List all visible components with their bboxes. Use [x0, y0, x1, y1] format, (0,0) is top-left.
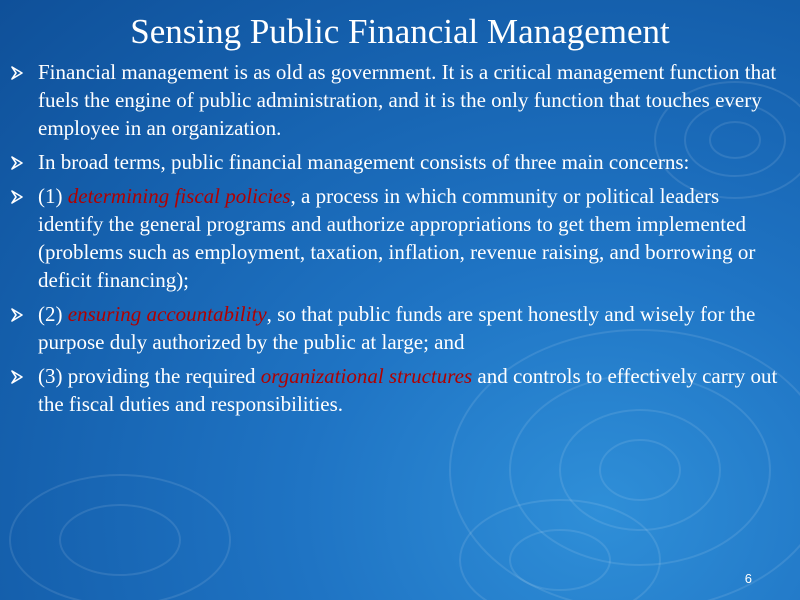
page-number: 6: [744, 571, 752, 586]
bullet-suffix: , so that public funds are spent honestly and wisely for the purpose duly authorized by the public at large; and: [38, 302, 756, 354]
bullet-item: [10, 362, 780, 418]
arrow-bullet-icon: [10, 156, 24, 170]
bullet-item: [10, 300, 780, 356]
emphasis-term: organizational structures: [260, 364, 473, 388]
bullet-item: [10, 148, 780, 176]
arrow-bullet-icon: [10, 66, 24, 80]
bullet-prefix: (1): [38, 184, 68, 208]
emphasis-term: determining fiscal policies: [67, 184, 291, 208]
bullet-item: [10, 182, 780, 294]
bullet-text: In broad terms, public financial management consists of three main concerns:: [38, 150, 690, 174]
bullet-list: [10, 58, 780, 424]
bullet-suffix: and controls to effectively carry out the fiscal duties and responsibilities.: [38, 364, 778, 416]
slide-title: Sensing Public Financial Management: [130, 12, 670, 51]
bullet-text: Financial management is as old as government. It is a critical management function that fuels the engine of public administration, and it is the only function that touches every employee in an organization.: [38, 60, 777, 140]
bullet-prefix: (3) providing the required: [38, 364, 261, 388]
arrow-bullet-icon: [10, 308, 24, 322]
arrow-bullet-icon: [10, 190, 24, 204]
bullet-prefix: (2): [38, 302, 68, 326]
bullet-item: [10, 58, 780, 142]
bullet-suffix: , a process in which community or political leaders identify the general programs and authorize appropriations to get them implemented (problems such as employment, taxation, inflation, revenue raising, and borrowing or deficit financing);: [38, 184, 756, 292]
arrow-bullet-icon: [10, 370, 24, 384]
emphasis-term: ensuring accountability: [67, 302, 267, 326]
